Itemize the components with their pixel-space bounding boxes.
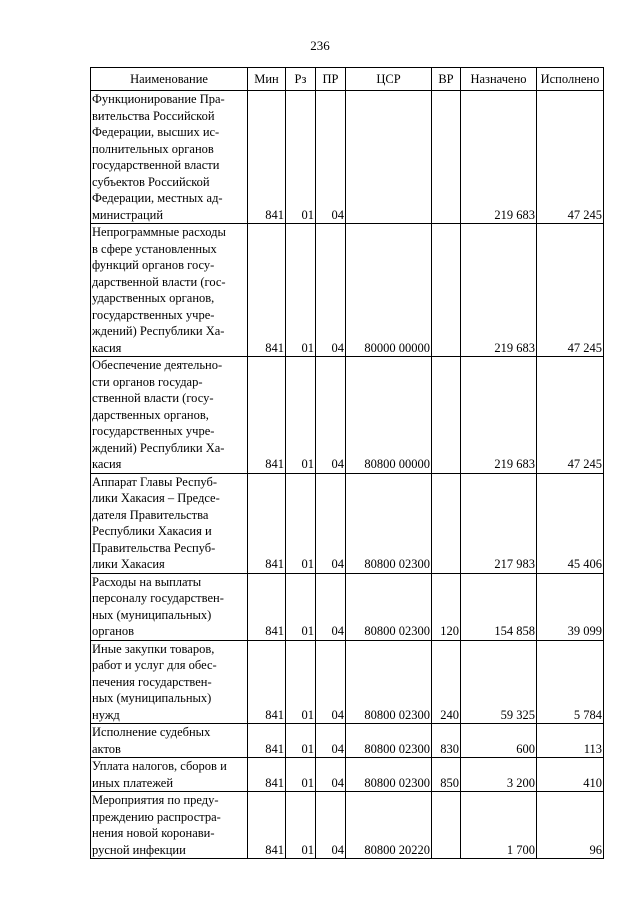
cell-assigned: 600 (461, 724, 537, 758)
table-row (91, 91, 604, 224)
cell-pr: 04 (316, 640, 346, 724)
cell-executed: 39 099 (537, 573, 604, 640)
cell-name-line: ственной власти (госу- (92, 391, 214, 405)
cell-csr: 80800 02300 (346, 758, 432, 792)
cell-min: 841 (248, 473, 286, 573)
cell-name (91, 357, 248, 474)
cell-rz: 01 (286, 640, 316, 724)
page-number: 236 (310, 38, 330, 53)
cell-vr (432, 357, 461, 474)
table-row (91, 724, 604, 758)
cell-rz: 01 (286, 573, 316, 640)
cell-pr: 04 (316, 224, 346, 357)
cell-name-line: работ и услуг для обес- (92, 658, 217, 672)
cell-name (91, 792, 248, 859)
cell-vr (432, 224, 461, 357)
cell-min: 841 (248, 758, 286, 792)
cell-name-line: сти органов государ- (92, 374, 203, 389)
cell-rz: 01 (286, 224, 316, 357)
cell-min: 841 (248, 357, 286, 474)
cell-name-line: касия (92, 340, 122, 355)
cell-csr: 80000 00000 (346, 224, 432, 357)
cell-name-line: русной инфекции (92, 842, 186, 857)
cell-name (91, 91, 248, 224)
cell-name-line: касия (92, 457, 122, 471)
cell-name-line: иных платежей (92, 775, 174, 790)
cell-assigned: 219 683 (461, 224, 537, 357)
cell-vr: 240 (432, 640, 461, 724)
table-row (91, 224, 604, 357)
cell-name-line: нения новой коронави- (92, 826, 215, 840)
cell-csr: 80800 20220 (346, 792, 432, 859)
cell-pr: 04 (316, 792, 346, 859)
header-vr: ВР (432, 68, 461, 91)
header-min: Мин (248, 68, 286, 91)
cell-csr (346, 91, 432, 224)
cell-name-line: ных (муниципальных) (92, 691, 212, 705)
cell-assigned: 219 683 (461, 91, 537, 224)
cell-assigned: 154 858 (461, 573, 537, 640)
cell-pr: 04 (316, 357, 346, 474)
table-row (91, 640, 604, 724)
cell-assigned: 3 200 (461, 758, 537, 792)
cell-rz: 01 (286, 758, 316, 792)
cell-assigned: 1 700 (461, 792, 537, 859)
cell-name-line: вительства Российской (92, 108, 215, 123)
cell-min: 841 (248, 573, 286, 640)
cell-executed: 47 245 (537, 91, 604, 224)
cell-name-line: Федерации, местных ад- (92, 191, 223, 205)
cell-name-line: Функционирование Пра- (92, 92, 225, 106)
cell-min: 841 (248, 724, 286, 758)
cell-vr (432, 792, 461, 859)
cell-name-line: ждений) Республики Ха- (92, 440, 225, 455)
cell-name-line: государственной власти (92, 158, 220, 172)
cell-min: 841 (248, 792, 286, 859)
cell-executed: 96 (537, 792, 604, 859)
cell-name-line: полнительных органов (92, 141, 214, 156)
header-name: Наименование (91, 68, 248, 91)
cell-executed: 113 (537, 724, 604, 758)
cell-name-line: лики Хакасия (92, 557, 165, 571)
header-pr: ПР (316, 68, 346, 91)
table-row (91, 473, 604, 573)
cell-pr: 04 (316, 473, 346, 573)
table-row (91, 573, 604, 640)
cell-name-line: лики Хакасия – Предсе- (92, 491, 220, 505)
cell-name-line: Исполнение судебных (92, 725, 211, 739)
cell-executed: 410 (537, 758, 604, 792)
cell-name-line: Мероприятия по преду- (92, 793, 219, 807)
cell-name-line: актов (92, 741, 121, 756)
cell-executed: 47 245 (537, 357, 604, 474)
table-row (91, 758, 604, 792)
cell-name-line: Обеспечение деятельно- (92, 358, 223, 372)
cell-assigned: 217 983 (461, 473, 537, 573)
cell-pr: 04 (316, 573, 346, 640)
cell-vr (432, 91, 461, 224)
cell-name-line: Иные закупки товаров, (92, 641, 215, 656)
cell-name-line: субъектов Российской (92, 174, 210, 189)
cell-csr: 80800 02300 (346, 640, 432, 724)
cell-csr: 80800 02300 (346, 573, 432, 640)
cell-name-line: дателя Правительства (92, 507, 209, 522)
cell-name-line: преждению распростра- (92, 809, 221, 824)
cell-name-line: Расходы на выплаты (92, 574, 202, 589)
cell-name (91, 224, 248, 357)
cell-name-line: государственных учре- (92, 307, 215, 322)
cell-name-line: ударственных органов, (92, 291, 215, 305)
cell-name (91, 640, 248, 724)
cell-name-line: органов (92, 624, 135, 638)
cell-min: 841 (248, 640, 286, 724)
cell-name-line: Аппарат Главы Респуб- (92, 474, 218, 489)
cell-name-line: в сфере установленных (92, 241, 217, 256)
header-assigned: Назначено (461, 68, 537, 91)
cell-name (91, 758, 248, 792)
budget-table (90, 67, 604, 859)
cell-pr: 04 (316, 758, 346, 792)
table-body (91, 91, 604, 859)
cell-rz: 01 (286, 91, 316, 224)
cell-csr: 80800 00000 (346, 357, 432, 474)
cell-name (91, 573, 248, 640)
cell-vr: 830 (432, 724, 461, 758)
cell-name-line: ждений) Республики Ха- (92, 324, 225, 338)
cell-name-line: Непрограммные расходы (92, 225, 226, 239)
cell-rz: 01 (286, 473, 316, 573)
cell-name-line: печения государствен- (92, 674, 212, 689)
cell-name-line: Республики Хакасия и (92, 524, 212, 538)
cell-name-line: Уплата налогов, сборов и (92, 759, 227, 773)
cell-assigned: 219 683 (461, 357, 537, 474)
cell-rz: 01 (286, 724, 316, 758)
cell-pr: 04 (316, 724, 346, 758)
cell-name-line: дарственной власти (гос- (92, 274, 226, 289)
cell-name-line: Правительства Респуб- (92, 540, 216, 555)
cell-name-line: государственных учре- (92, 424, 215, 438)
cell-rz: 01 (286, 792, 316, 859)
cell-vr (432, 473, 461, 573)
cell-name-line: дарственных органов, (92, 407, 209, 422)
cell-csr: 80800 02300 (346, 473, 432, 573)
cell-name-line: ных (муниципальных) (92, 607, 212, 622)
cell-executed: 45 406 (537, 473, 604, 573)
cell-executed: 5 784 (537, 640, 604, 724)
cell-name-line: Федерации, высших ис- (92, 125, 220, 139)
cell-vr: 120 (432, 573, 461, 640)
cell-csr: 80800 02300 (346, 724, 432, 758)
header-executed: Исполнено (537, 68, 604, 91)
cell-name-line: функций органов госу- (92, 258, 215, 272)
cell-vr: 850 (432, 758, 461, 792)
cell-name (91, 473, 248, 573)
cell-min: 841 (248, 91, 286, 224)
header-csr: ЦСР (346, 68, 432, 91)
cell-min: 841 (248, 224, 286, 357)
table-header-row (91, 68, 604, 91)
cell-name (91, 724, 248, 758)
cell-rz: 01 (286, 357, 316, 474)
cell-pr: 04 (316, 91, 346, 224)
cell-assigned: 59 325 (461, 640, 537, 724)
table-row (91, 357, 604, 474)
cell-name-line: нужд (92, 707, 120, 722)
cell-name-line: персоналу государствен- (92, 591, 224, 605)
table-row (91, 792, 604, 859)
cell-name-line: министраций (92, 207, 164, 222)
header-rz: Рз (286, 68, 316, 91)
cell-executed: 47 245 (537, 224, 604, 357)
